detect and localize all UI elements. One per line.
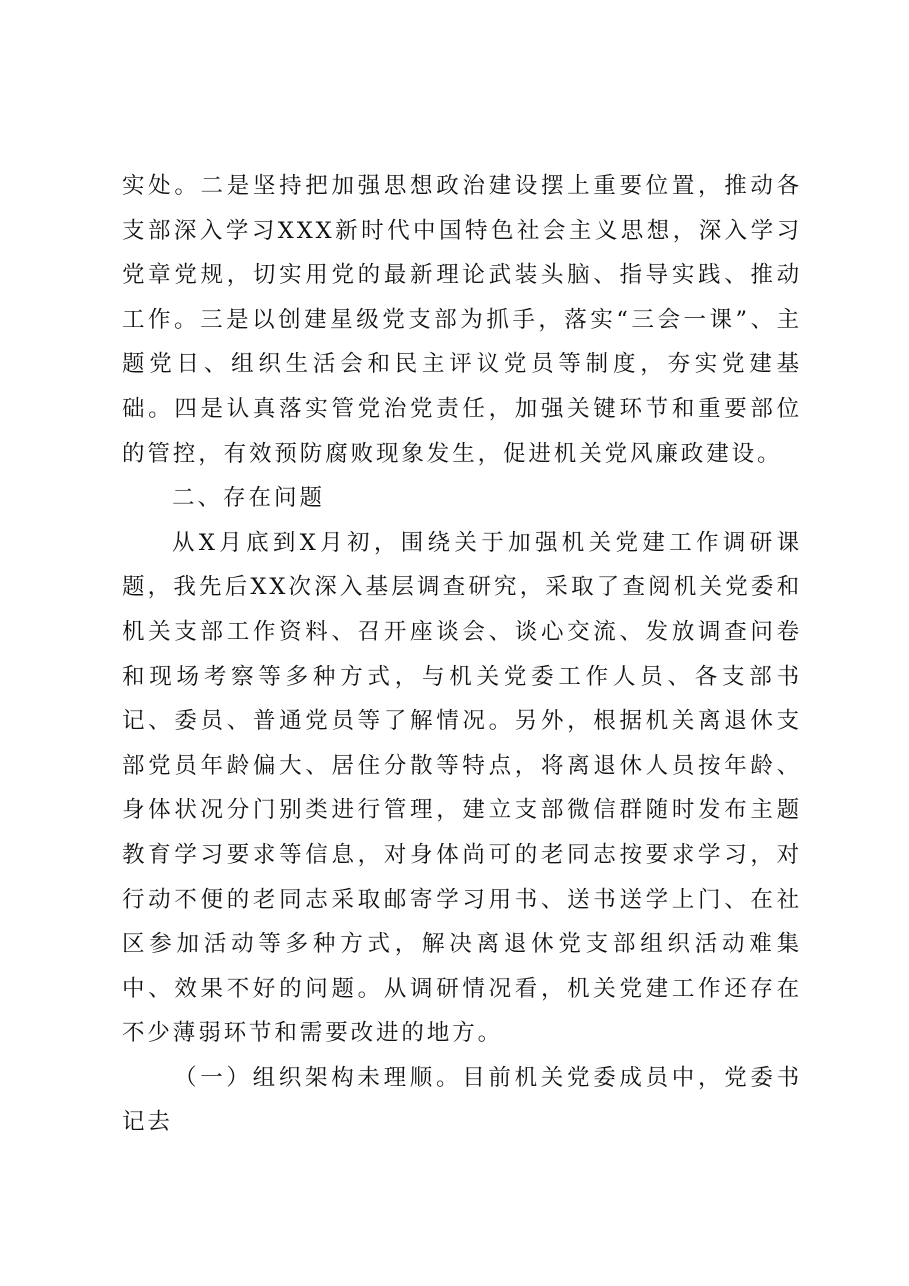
document-body	[122, 164, 802, 1145]
section-heading: 二、存在问题	[172, 485, 326, 512]
paragraph-investigation: 从X月底到X月初，围绕关于加强机关党建工作调研课题，我先后XX次深入基层调查研究，采取了查阅机关党委和机关支部工作资料、召开座谈会、谈心交流、发放调查问卷和现场考察等多种方式，与机关党委工作人员、各支部书记、委员、普通党员等了解情况。另外，根据机关离退休支部党员年龄偏大、居住分散等特点，将离退休人员按年龄、身体状况分门别类进行管理，建立支部微信群随时发布主题教育学习要求等信息，对身体尚可的老同志按要求学习，对行动不便的老同志采取邮寄学习用书、送书送学上门、在社区参加活动等多种方式，解决离退休党支部组织活动难集中、效果不好的问题。从调研情况看，机关党建工作还存在不少薄弱环节和需要改进的地方。	[122, 529, 802, 1047]
subsection-text: 目前机关党委成员中，党委书记去	[122, 1064, 802, 1136]
paragraph-continued: 实处。二是坚持把加强思想政治建设摆上重要位置，推动各支部深入学习XXX新时代中国特色社会主义思想，深入学习党章党规，切实用党的最新理论武装头脑、指导实践、推动工作。三是以创建星级党支部为抓手，落实“三会一课”、主题党日、组织生活会和民主评议党员等制度，夯实党建基础。四是认真落实管党治党责任，加强关键环节和重要部位的管控，有效预防腐败现象发生，促进机关党风廉政建设。	[122, 173, 802, 467]
paragraph-subsection	[122, 1056, 802, 1145]
subsection-label: （一）组织架构未理顺。	[174, 1064, 463, 1091]
